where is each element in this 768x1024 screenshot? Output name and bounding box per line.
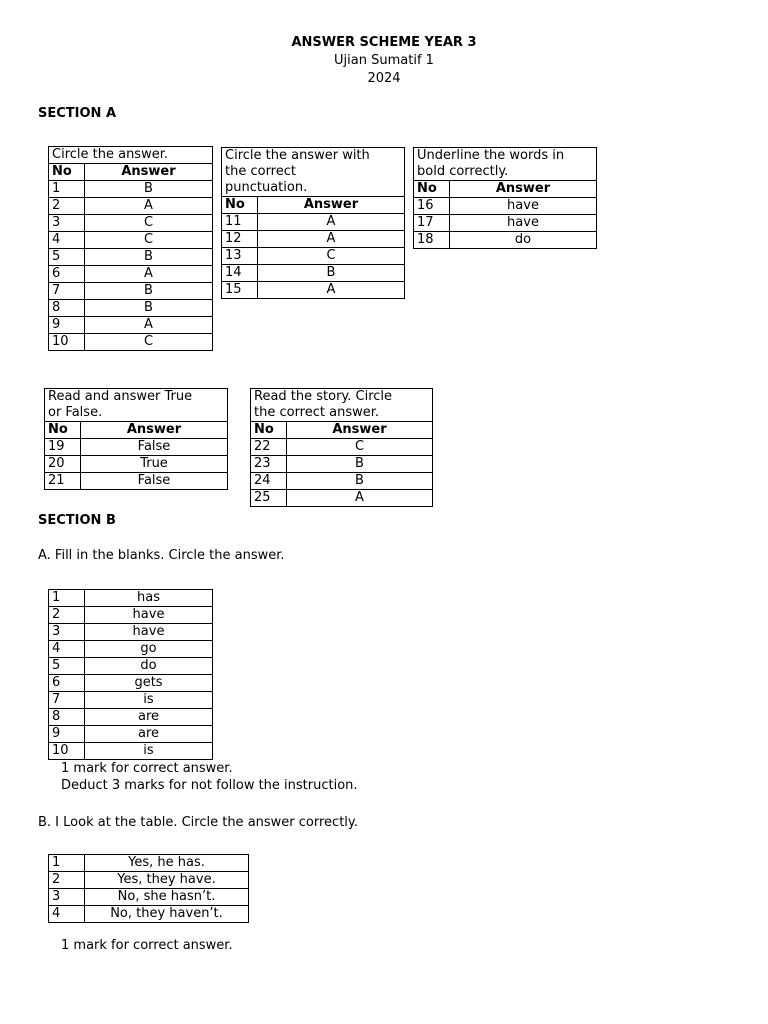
row-number: 17 <box>414 215 450 232</box>
column-header-answer: Answer <box>450 181 597 198</box>
table-row <box>222 214 405 231</box>
table-row <box>49 743 213 760</box>
table-caption <box>222 148 405 197</box>
row-answer: go <box>85 641 213 658</box>
row-number: 25 <box>251 490 287 507</box>
table-row <box>45 473 228 490</box>
row-answer: is <box>85 692 213 709</box>
row-number: 4 <box>49 906 85 923</box>
table-caption <box>414 148 597 181</box>
table-caption <box>45 389 228 422</box>
row-number: 4 <box>49 232 85 249</box>
row-number: 2 <box>49 607 85 624</box>
table-row <box>251 456 433 473</box>
table-row <box>49 334 213 351</box>
page-subtitle: Ujian Sumatif 1 <box>334 53 434 68</box>
row-answer: Yes, they have. <box>85 872 249 889</box>
table-row <box>49 624 213 641</box>
table-row <box>45 439 228 456</box>
answer-table-fill-blanks <box>48 589 213 760</box>
row-answer: gets <box>85 675 213 692</box>
caption-line: punctuation. <box>225 180 308 195</box>
row-answer: C <box>85 232 213 249</box>
row-number: 3 <box>49 889 85 906</box>
page-title: ANSWER SCHEME YEAR 3 <box>291 35 477 50</box>
table-row <box>49 889 249 906</box>
row-number: 9 <box>49 317 85 334</box>
row-number: 8 <box>49 709 85 726</box>
table-row <box>49 215 213 232</box>
part-b-instruction: B. I Look at the table. Circle the answer correctly. <box>38 815 358 830</box>
column-header-answer: Answer <box>258 197 405 214</box>
row-answer: A <box>85 198 213 215</box>
row-answer: is <box>85 743 213 760</box>
table-row <box>49 249 213 266</box>
row-number: 11 <box>222 214 258 231</box>
row-number: 18 <box>414 232 450 249</box>
row-number: 3 <box>49 215 85 232</box>
section-b-heading: SECTION B <box>38 513 116 528</box>
row-answer: C <box>287 439 433 456</box>
row-number: 23 <box>251 456 287 473</box>
row-number: 1 <box>49 590 85 607</box>
row-answer: do <box>450 232 597 249</box>
row-answer: B <box>85 249 213 266</box>
table-row <box>49 692 213 709</box>
answer-table-punctuation <box>221 147 405 299</box>
row-number: 6 <box>49 266 85 283</box>
table-row <box>222 231 405 248</box>
row-answer: A <box>258 282 405 299</box>
row-number: 12 <box>222 231 258 248</box>
row-number: 20 <box>45 456 81 473</box>
answer-table-look-table <box>48 854 249 923</box>
row-number: 1 <box>49 855 85 872</box>
caption-line: or False. <box>48 405 103 420</box>
row-answer: C <box>85 215 213 232</box>
answer-table-circle <box>48 146 213 351</box>
row-answer: Yes, he has. <box>85 855 249 872</box>
row-answer: A <box>85 317 213 334</box>
table-row <box>49 198 213 215</box>
marking-note: 1 mark for correct answer. <box>61 761 233 776</box>
table-row <box>49 675 213 692</box>
column-header-answer: Answer <box>85 164 213 181</box>
row-number: 3 <box>49 624 85 641</box>
row-number: 8 <box>49 300 85 317</box>
table-row <box>45 456 228 473</box>
row-answer: False <box>81 473 228 490</box>
table-row <box>49 607 213 624</box>
row-answer: B <box>287 456 433 473</box>
row-number: 10 <box>49 743 85 760</box>
column-header-no: No <box>49 164 85 181</box>
table-row <box>49 266 213 283</box>
table-row <box>49 590 213 607</box>
row-answer: A <box>287 490 433 507</box>
row-answer: has <box>85 590 213 607</box>
column-header-no: No <box>414 181 450 198</box>
table-row <box>222 282 405 299</box>
row-answer: B <box>287 473 433 490</box>
caption-line: Read and answer True <box>48 389 193 404</box>
row-answer: B <box>258 265 405 282</box>
table-row <box>49 317 213 334</box>
table-row <box>49 709 213 726</box>
section-a-heading: SECTION A <box>38 106 117 121</box>
row-answer: have <box>450 215 597 232</box>
table-row <box>414 232 597 249</box>
row-answer: No, she hasn’t. <box>85 889 249 906</box>
row-answer: C <box>258 248 405 265</box>
table-row <box>251 490 433 507</box>
row-number: 5 <box>49 658 85 675</box>
part-a-instruction: A. Fill in the blanks. Circle the answer. <box>38 548 285 563</box>
page-year: 2024 <box>367 71 401 86</box>
row-answer: A <box>258 214 405 231</box>
row-number: 10 <box>49 334 85 351</box>
caption-line: the correct <box>225 164 296 179</box>
row-number: 4 <box>49 641 85 658</box>
row-number: 13 <box>222 248 258 265</box>
row-answer: have <box>85 624 213 641</box>
table-row <box>49 872 249 889</box>
row-number: 9 <box>49 726 85 743</box>
row-number: 15 <box>222 282 258 299</box>
table-row <box>251 439 433 456</box>
table-row <box>414 215 597 232</box>
row-number: 19 <box>45 439 81 456</box>
row-number: 21 <box>45 473 81 490</box>
row-number: 7 <box>49 283 85 300</box>
row-answer: B <box>85 283 213 300</box>
table-row <box>414 198 597 215</box>
deduction-note: Deduct 3 marks for not follow the instruction. <box>61 778 358 793</box>
table-row <box>49 641 213 658</box>
table-row <box>49 181 213 198</box>
row-number: 6 <box>49 675 85 692</box>
column-header-no: No <box>251 422 287 439</box>
row-number: 5 <box>49 249 85 266</box>
column-header-answer: Answer <box>81 422 228 439</box>
row-number: 1 <box>49 181 85 198</box>
marking-note: 1 mark for correct answer. <box>61 938 233 953</box>
column-header-no: No <box>222 197 258 214</box>
caption-line: Read the story. Circle <box>254 389 393 404</box>
row-number: 2 <box>49 872 85 889</box>
row-answer: have <box>450 198 597 215</box>
table-row <box>49 658 213 675</box>
answer-table-underline <box>413 147 597 249</box>
row-number: 7 <box>49 692 85 709</box>
column-header-answer: Answer <box>287 422 433 439</box>
row-answer: B <box>85 300 213 317</box>
row-number: 16 <box>414 198 450 215</box>
row-number: 24 <box>251 473 287 490</box>
row-answer: are <box>85 709 213 726</box>
table-caption: Circle the answer. <box>49 147 213 164</box>
table-row <box>49 232 213 249</box>
table-row <box>251 473 433 490</box>
row-answer: A <box>258 231 405 248</box>
column-header-no: No <box>45 422 81 439</box>
table-caption <box>251 389 433 422</box>
row-answer: are <box>85 726 213 743</box>
row-answer: B <box>85 181 213 198</box>
table-row <box>222 248 405 265</box>
row-answer: A <box>85 266 213 283</box>
caption-line: Circle the answer with <box>225 148 370 163</box>
caption-line: bold correctly. <box>417 164 509 179</box>
table-row <box>49 855 249 872</box>
row-number: 14 <box>222 265 258 282</box>
answer-table-story <box>250 388 433 507</box>
row-answer: No, they haven’t. <box>85 906 249 923</box>
row-answer: do <box>85 658 213 675</box>
caption-line: Underline the words in <box>417 148 565 163</box>
row-answer: True <box>81 456 228 473</box>
table-row <box>49 906 249 923</box>
table-row <box>222 265 405 282</box>
row-number: 2 <box>49 198 85 215</box>
row-number: 22 <box>251 439 287 456</box>
row-answer: C <box>85 334 213 351</box>
row-answer: have <box>85 607 213 624</box>
table-row <box>49 300 213 317</box>
table-row <box>49 283 213 300</box>
row-answer: False <box>81 439 228 456</box>
table-row <box>49 726 213 743</box>
answer-table-true-false <box>44 388 228 490</box>
caption-line: the correct answer. <box>254 405 380 420</box>
